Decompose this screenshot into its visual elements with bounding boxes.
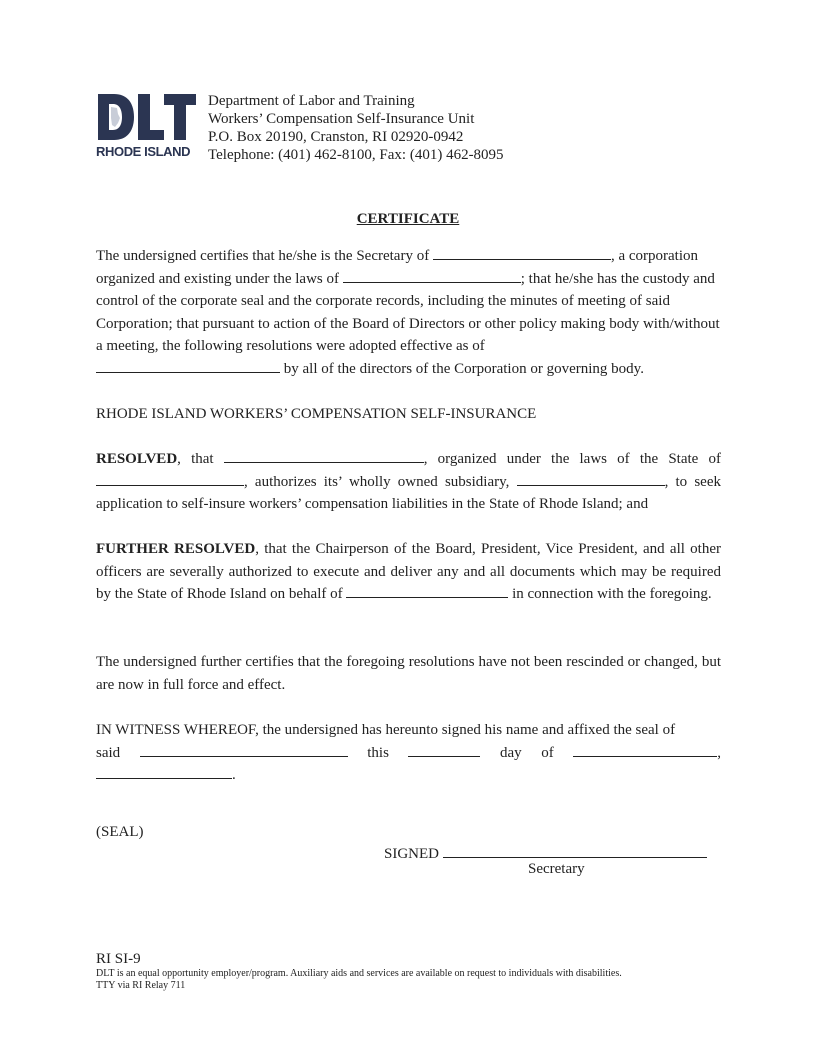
department-name: Department of Labor and Training <box>208 93 415 109</box>
state-blank[interactable] <box>96 471 244 486</box>
parent-corporation-blank[interactable] <box>224 448 424 463</box>
day-blank[interactable] <box>408 742 480 757</box>
certificate-title: CERTIFICATE <box>356 211 460 227</box>
dlt-logo-mark <box>96 92 198 142</box>
department-address <box>208 92 504 164</box>
phone-fax: Telephone: (401) 462-8100, Fax: (401) 462-8095 <box>208 147 504 163</box>
logo-subtitle: RHODE ISLAND <box>96 144 191 159</box>
signature-blank[interactable] <box>443 843 707 858</box>
further-resolved-label: FURTHER RESOLVED <box>96 541 256 557</box>
resolved-label: RESOLVED <box>96 451 178 467</box>
seal-label: (SEAL) <box>96 824 144 840</box>
on-behalf-of-blank[interactable] <box>346 583 508 598</box>
state-laws-blank[interactable] <box>343 268 521 283</box>
equal-opportunity-notice: DLT is an equal opportunity employer/program. Auxiliary aids and services are available on request to individuals with disabilities. <box>96 968 622 979</box>
year-blank[interactable] <box>96 764 232 779</box>
signature-line: SIGNED <box>384 843 707 863</box>
resolved-paragraph: RESOLVED, that , organized under the laws of the State of , authorizes its’ wholly owned subsidiary, , to seek application to self-insure workers’ compensation liabilities in the State of Rhode Island; and <box>96 448 721 516</box>
form-number: RI SI-9 <box>96 951 141 967</box>
further-certification-paragraph: The undersigned further certifies that the foregoing resolutions have not been rescinded or changed, but are now in full force and effect. <box>96 654 721 693</box>
witness-paragraph <box>96 719 721 787</box>
month-blank[interactable] <box>573 742 717 757</box>
po-box: P.O. Box 20190, Cranston, RI 02920-0942 <box>208 129 464 145</box>
secretary-caption: Secretary <box>528 861 585 877</box>
tty-relay-notice: TTY via RI Relay 711 <box>96 980 186 991</box>
further-resolved-paragraph: FURTHER RESOLVED, that the Chairperson of the Board, President, Vice President, and all other officers are severally authorized to execute and deliver any and all documents which may be required by the State of Rhode Island on behalf of in connection with the foregoing. <box>96 541 721 603</box>
witness-line-2: said this day of , <box>96 742 721 765</box>
section-heading: RHODE ISLAND WORKERS’ COMPENSATION SELF-INSURANCE <box>96 406 537 422</box>
said-corporation-blank[interactable] <box>140 742 348 757</box>
dlt-logo <box>96 92 198 162</box>
secretary-of-corporation-blank[interactable] <box>433 245 611 260</box>
witness-line-1: IN WITNESS WHEREOF, the undersigned has hereunto signed his name and affixed the seal of <box>96 722 676 738</box>
effective-date-blank[interactable] <box>96 358 280 373</box>
unit-name: Workers’ Compensation Self-Insurance Unit <box>208 111 475 127</box>
certification-paragraph: The undersigned certifies that he/she is the Secretary of , a corporation organized and existing under the laws of ; that he/she has the custody and control of the corporate seal and the corporate records, including the minutes of meeting of said Corporation; that pursuant to action of the Board of Directors or other policy making body with/without a meeting, the following resolutions were adopted effective as of by all of the directors of the Corporation or governing body. <box>96 245 721 381</box>
subsidiary-blank[interactable] <box>517 471 665 486</box>
witness-line-3: . <box>96 764 721 787</box>
